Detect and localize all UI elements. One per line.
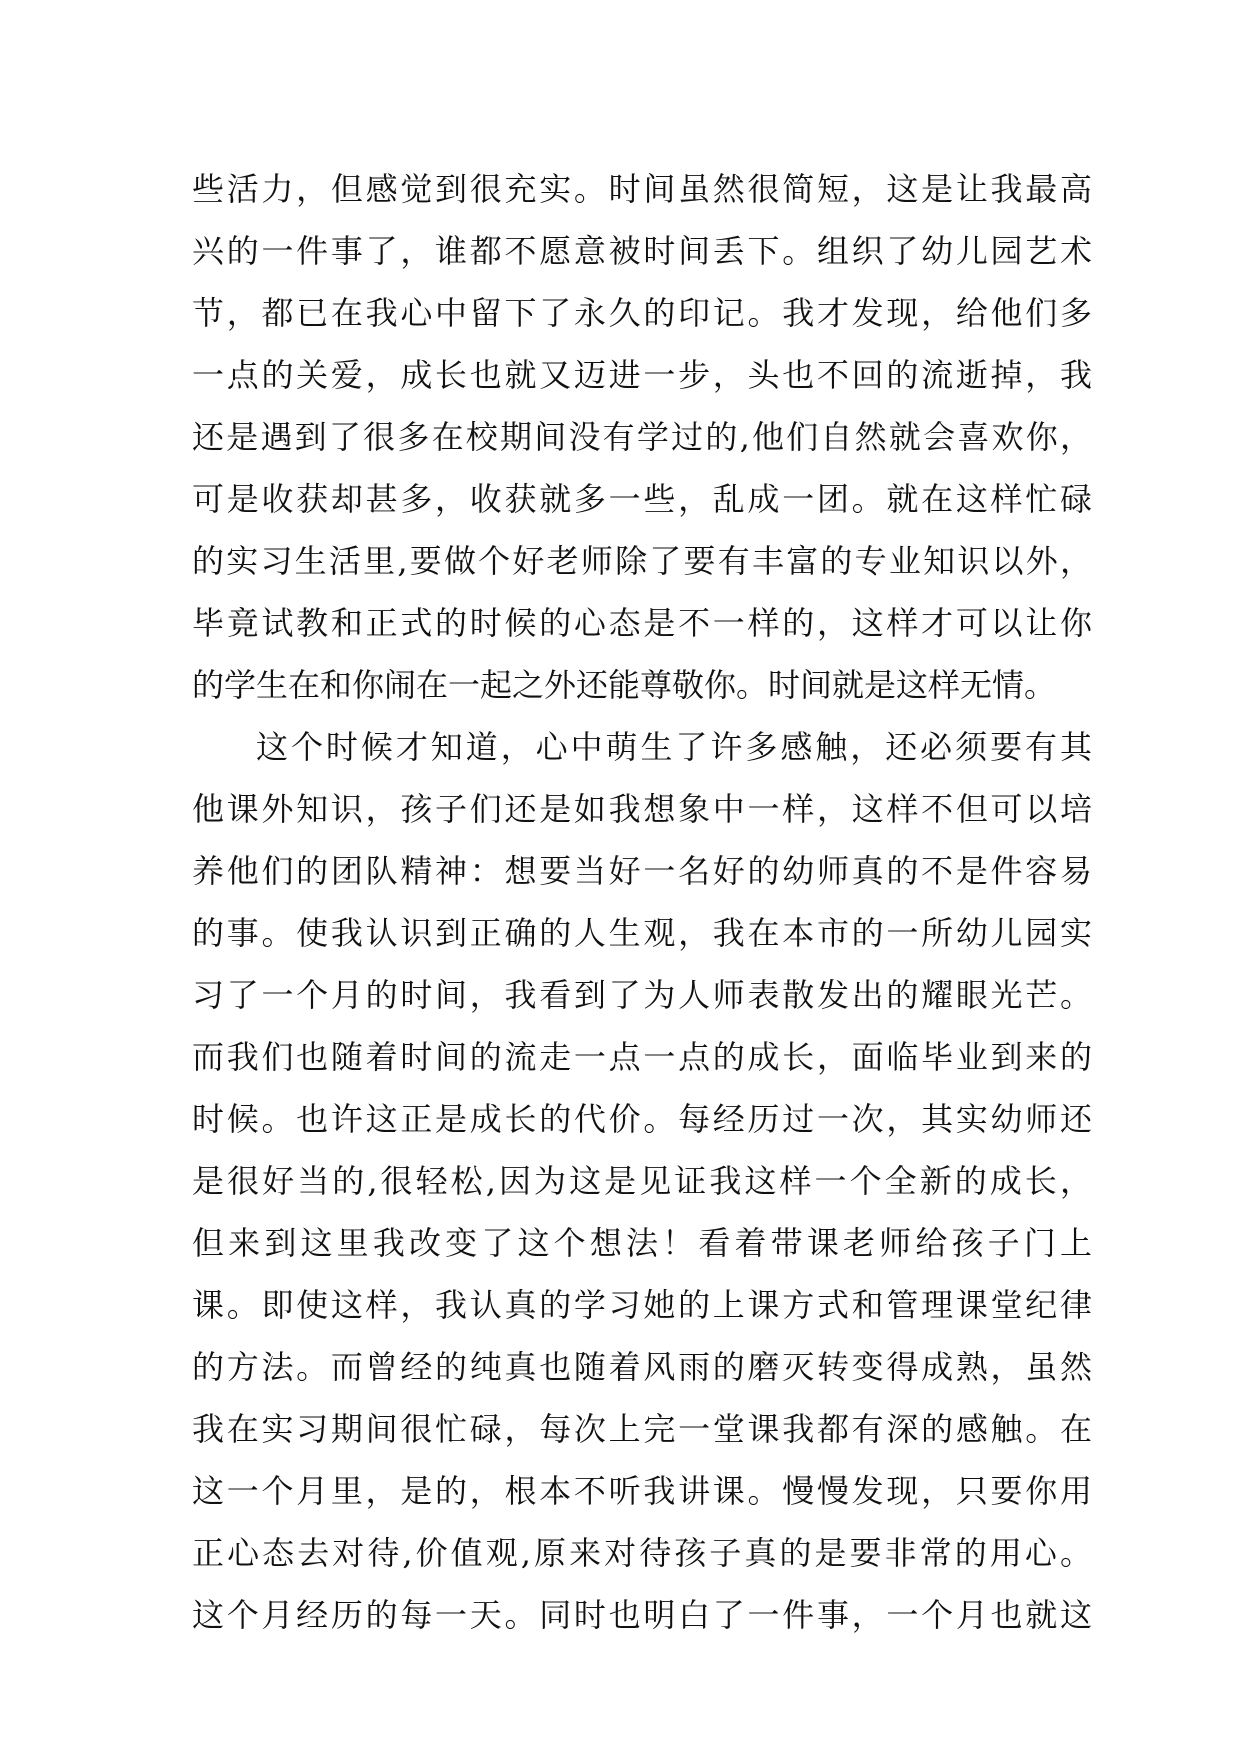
- text-line: 但来到这里我改变了这个想法！看着带课老师给孩子门上: [192, 1224, 1092, 1262]
- text-line: 这个时候才知道，心中萌生了许多感触，还必须要有其: [256, 728, 1092, 766]
- text-line: 习了一个月的时间，我看到了为人师表散发出的耀眼光芒。: [192, 976, 1092, 1014]
- text-line: 的学生在和你闹在一起之外还能尊敬你。时间就是这样无情。: [192, 666, 1057, 704]
- text-line: 这一个月里，是的，根本不听我讲课。慢慢发现，只要你用: [192, 1472, 1092, 1510]
- text-line: 还是遇到了很多在校期间没有学过的,他们自然就会喜欢你，: [192, 418, 1092, 456]
- text-line: 这个月经历的每一天。同时也明白了一件事，一个月也就这: [192, 1596, 1092, 1634]
- document-body: [192, 158, 1092, 1646]
- text-line: 他课外知识，孩子们还是如我想象中一样，这样不但可以培: [192, 790, 1092, 828]
- text-line: 些活力，但感觉到很充实。时间虽然很简短，这是让我最高: [192, 170, 1092, 208]
- text-line: 可是收获却甚多，收获就多一些，乱成一团。就在这样忙碌: [192, 480, 1092, 518]
- text-line: 正心态去对待,价值观,原来对待孩子真的是要非常的用心。: [192, 1534, 1092, 1572]
- paragraph-1: [192, 158, 1092, 716]
- text-line: 毕竟试教和正式的时候的心态是不一样的，这样才可以让你: [192, 604, 1092, 642]
- text-line: 养他们的团队精神：想要当好一名好的幼师真的不是件容易: [192, 852, 1092, 890]
- text-line: 的事。使我认识到正确的人生观，我在本市的一所幼儿园实: [192, 914, 1092, 952]
- text-line: 的实习生活里,要做个好老师除了要有丰富的专业知识以外，: [192, 542, 1092, 580]
- text-line: 的方法。而曾经的纯真也随着风雨的磨灭转变得成熟，虽然: [192, 1348, 1092, 1386]
- text-line: 是很好当的,很轻松,因为这是见证我这样一个全新的成长，: [192, 1162, 1092, 1200]
- text-line: 而我们也随着时间的流走一点一点的成长，面临毕业到来的: [192, 1038, 1092, 1076]
- text-line: 兴的一件事了，谁都不愿意被时间丢下。组织了幼儿园艺术: [192, 232, 1092, 270]
- paragraph-2: [192, 716, 1092, 1646]
- text-line: 一点的关爱，成长也就又迈进一步，头也不回的流逝掉，我: [192, 356, 1092, 394]
- text-line: 节，都已在我心中留下了永久的印记。我才发现，给他们多: [192, 294, 1092, 332]
- text-line: 课。即使这样，我认真的学习她的上课方式和管理课堂纪律: [192, 1286, 1092, 1324]
- text-line: 我在实习期间很忙碌，每次上完一堂课我都有深的感触。在: [192, 1410, 1092, 1448]
- text-line: 时候。也许这正是成长的代价。每经历过一次，其实幼师还: [192, 1100, 1092, 1138]
